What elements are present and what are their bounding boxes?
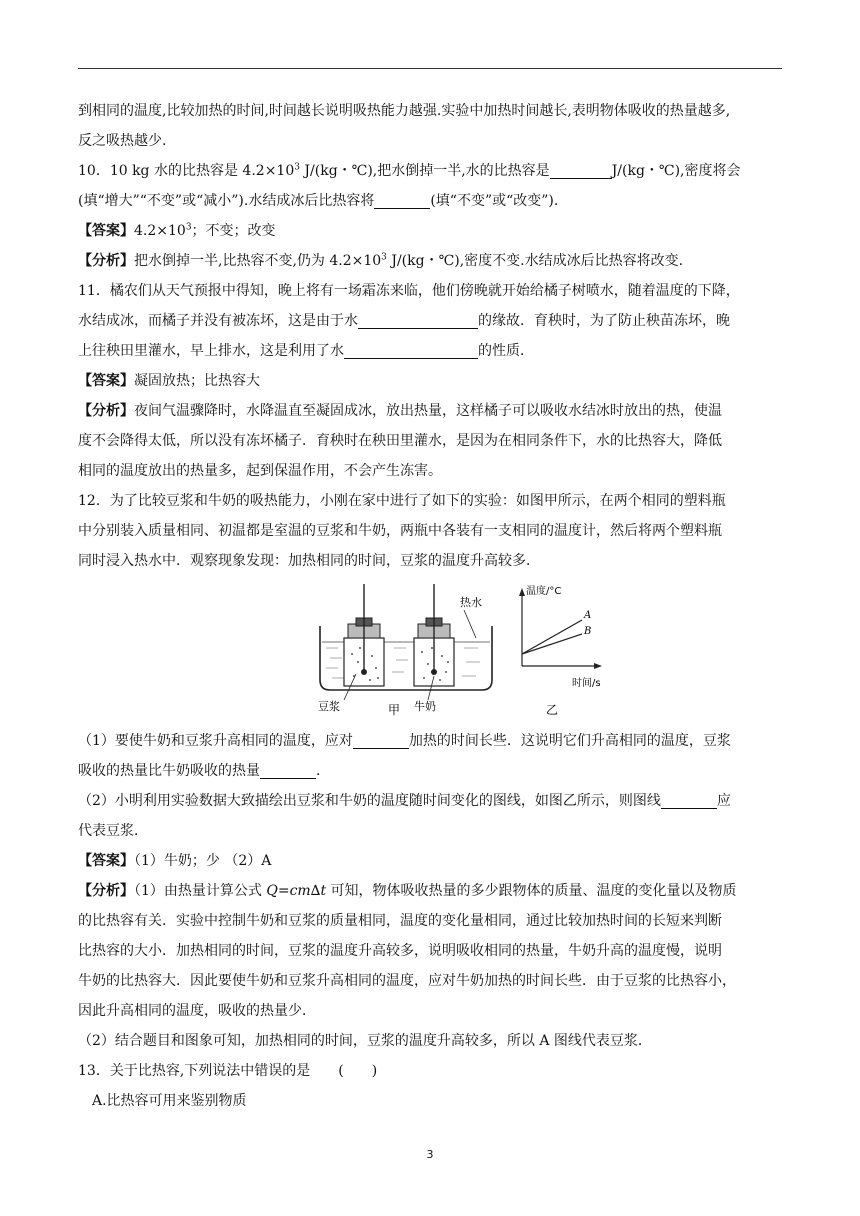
y-axis-label: 温度/°C [526, 586, 562, 597]
answer-blank [358, 310, 478, 329]
analysis-12-line-4: 牛奶的比热容大．因此要使牛奶和豆浆升高相同的温度，应对牛奶加热的时间长些．由于豆浆的比热容小， [78, 973, 736, 989]
analysis-11-line-3: 相同的温度放出的热量多，起到保温作用，不会产生冻害。 [78, 463, 442, 479]
line-a-label: A [584, 610, 592, 621]
question-12-part1-line-2 [78, 756, 782, 786]
analysis-text: 可知，物体吸收热量的多少跟物体的质量、温度的变化量以及物质 [326, 883, 737, 899]
question-12-line-2: 中分别装入质量相同、初温都是室温的豆浆和牛奶，两瓶中各装有一支相同的温度计，然后将两个塑料瓶 [78, 523, 722, 539]
analysis-11-line-1 [78, 396, 782, 426]
answer-blank [661, 790, 717, 809]
q12-text: （1）要使牛奶和豆浆升高相同的温度，应对 [78, 733, 353, 749]
answer-text: （1）牛奶；少 （2）A [134, 853, 272, 869]
analysis-text: 夜间气温骤降时，水降温直至凝固成冰，放出热量，这样橘子可以吸收水结冰时放出的热，使温 [134, 403, 722, 419]
question-11-line-1: 11．橘农们从天气预报中得知，晚上将有一场霜冻来临，他们傍晚就开始给橘子树喷水，随着温度的下降， [78, 283, 740, 299]
question-12-line-1: 12．为了比较豆浆和牛奶的吸热能力，小刚在家中进行了如下的实验：如图甲所示，在两个相同的塑料瓶 [78, 493, 726, 509]
question-12-part1-line-1 [78, 726, 782, 756]
analysis-text: J/(kg・℃),密度不变.水结成冰后比热容将改变. [386, 253, 684, 269]
q12-text: 吸收的热量比牛奶吸收的热量 [78, 763, 260, 779]
line-b-label: B [584, 626, 592, 637]
text-line: 到相同的温度,比较加热的时间,时间越长说明吸热能力越强.实验中加热时间越长,表明物体吸收的热量越多, [78, 103, 731, 119]
answer-blank [353, 730, 409, 749]
analysis-10 [78, 246, 782, 276]
analysis-tag: 【分析】 [78, 253, 134, 269]
answer-11 [78, 366, 782, 396]
q12-text: 应 [716, 793, 731, 809]
q10-text: (填“不变”或“改变”). [430, 193, 559, 209]
answer-text: 4.2×10 [134, 223, 186, 239]
q11-text: 的缘故．育秧时，为了防止秧苗冻坏，晚 [478, 313, 730, 329]
figure-yi [519, 584, 602, 717]
answer-12 [78, 846, 782, 876]
answer-10 [78, 216, 782, 246]
question-12-part2-line-2: 代表豆浆． [78, 823, 148, 839]
q10-text: 10．10 kg 水的比热容是 4.2×10 [78, 163, 295, 179]
experiment-figure [78, 576, 782, 726]
answer-tag: 【答案】 [78, 373, 134, 389]
header-rule [78, 68, 782, 69]
analysis-tag: 【分析】 [78, 403, 134, 419]
x-axis-label: 时间/s [572, 678, 601, 689]
analysis-tag: 【分析】 [78, 883, 134, 899]
answer-blank [550, 160, 612, 179]
q10-text: (填“增大”“不变”或“减小”).水结成冰后比热容将 [78, 193, 375, 209]
analysis-12-line-2: 的比热容有关．实验中控制牛奶和豆浆的质量相同，温度的变化量相同，通过比较加热时间的长短来判断 [78, 913, 722, 929]
label-hot-water: 热水 [460, 596, 482, 609]
q12-text: （2）小明利用实验数据大致描绘出豆浆和牛奶的温度随时间变化的图线，如图乙所示，则图线 [78, 793, 661, 809]
figure-jia [318, 584, 492, 717]
question-10-line-1 [78, 156, 782, 186]
label-yi: 乙 [546, 703, 559, 717]
answer-tag: 【答案】 [78, 223, 134, 239]
answer-blank [374, 190, 430, 209]
question-11-line-2 [78, 306, 782, 336]
q11-text: 上往秧田里灌水，早上排水，这是利用了水 [78, 343, 344, 359]
text-line: 反之吸热越少. [78, 133, 167, 149]
page-number: 3 [426, 1148, 434, 1161]
q10-text: J/(kg・℃),把水倒掉一半,水的比热容是 [299, 163, 550, 179]
question-12-part2-line-1 [78, 786, 782, 816]
answer-text: 凝固放热；比热容大 [134, 373, 260, 389]
question-13: 13．关于比热容,下列说法中错误的是 ( ) [78, 1063, 378, 1079]
question-11-line-3 [78, 336, 782, 366]
analysis-12-line-3: 比热容的大小．加热相同的时间，豆浆的温度升高较多，说明吸收相同的热量，牛奶升高的温度慢，说明 [78, 943, 722, 959]
page-content [78, 96, 782, 1116]
analysis-12-line-6: （2）结合题目和图象可知，加热相同的时间，豆浆的温度升高较多，所以 A 图线代表豆浆． [78, 1033, 652, 1049]
q11-text: 水结成冰，而橘子并没有被冻坏，这是由于水 [78, 313, 358, 329]
exponent: 3 [294, 162, 300, 173]
label-soymilk: 豆浆 [318, 700, 340, 713]
question-13-option-a: A.比热容可用来鉴别物质 [92, 1093, 247, 1109]
label-jia: 甲 [388, 703, 401, 717]
answer-tag: 【答案】 [78, 853, 134, 869]
analysis-text: （1）由热量计算公式 [134, 883, 267, 899]
heat-formula: Q=cm∆t [266, 883, 327, 899]
analysis-11-line-2: 度不会降得太低，所以没有冻坏橘子．育秧时在秧田里灌水，是因为在相同条件下，水的比热容大，降低 [78, 433, 722, 449]
question-10-line-2 [78, 186, 782, 216]
figure-svg [314, 582, 614, 718]
answer-blank [260, 760, 316, 779]
question-12-line-3: 同时浸入热水中．观察现象发现：加热相同的时间，豆浆的温度升高较多． [78, 553, 540, 569]
exponent: 3 [381, 252, 387, 263]
analysis-text: 把水倒掉一半,比热容不变,仍为 4.2×10 [134, 253, 382, 269]
analysis-12-line-5: 因此升高相同的温度，吸收的热量少． [78, 1003, 316, 1019]
label-milk: 牛奶 [414, 700, 436, 713]
q10-text: J/(kg・℃),密度将会 [611, 163, 741, 179]
q11-text: 的性质． [478, 343, 534, 359]
answer-blank [344, 340, 478, 359]
exponent: 3 [185, 222, 192, 233]
analysis-12-line-1 [78, 876, 782, 906]
answer-text: ；不变；改变 [191, 223, 276, 239]
q12-text: 加热的时间长些．这说明它们升高相同的温度，豆浆 [408, 733, 731, 749]
q12-text: ． [316, 763, 330, 779]
